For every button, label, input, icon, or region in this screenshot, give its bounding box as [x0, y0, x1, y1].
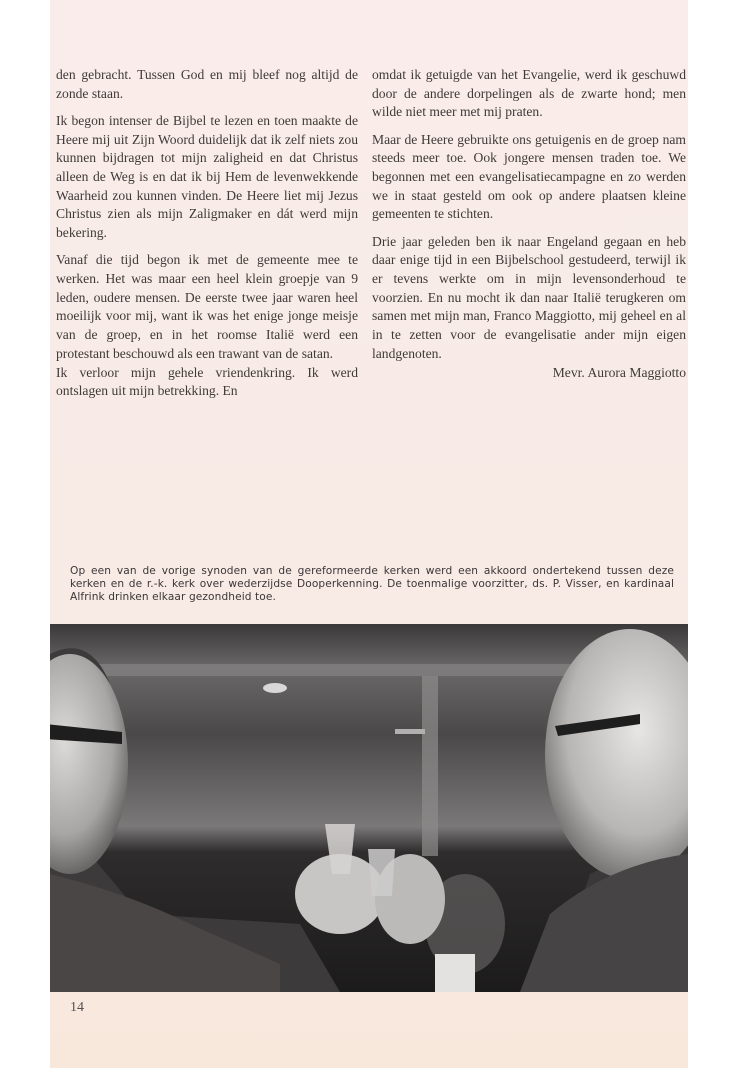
paragraph: Maar de Heere gebruikte ons getuigenis en de groep nam steeds meer toe. Ook jongere mensen traden toe. We begonnen met een evangelisatiecampagne en zo werden we in staat gesteld om ook op andere plaatsen kleine gemeenten te stichten.: [372, 131, 686, 222]
photograph-toast: [50, 624, 688, 992]
paragraph: Drie jaar geleden ben ik naar Engeland gegaan en heb daar enige tijd in een Bijbelschool gestudeerd, terwijl ik er tevens werkte om in mijn levensonderhoud te voorzien. En nu mocht ik dan naar Italië terugkeren om samen met mijn man, Franco Maggiotto, mij geheel en al in te zetten voor de evangelisatie ander mijn eigen landgenoten.: [372, 233, 686, 361]
page-number: 14: [70, 1000, 84, 1015]
article-left-column: [56, 66, 358, 409]
paragraph: Vanaf die tijd begon ik met de gemeente mee te werken. Het was maar een heel klein groepje van 9 leden, oudere mensen. De eerste twee jaar waren heel moeilijk voor mij, want ik was het enige jonge meisje van de groep, en in het roomse Italië werd een protestant beschouwd als een trawant van de satan.: [56, 252, 358, 361]
author-signature: Mevr. Aurora Maggiotto: [552, 364, 686, 380]
paragraph: omdat ik getuigde van het Evangelie, werd ik geschuwd door de andere dorpelingen als de zwarte hond; men wilde niet meer met mij praten.: [372, 67, 686, 120]
document-page: [50, 0, 688, 1068]
photo-caption: Op een van de vorige synoden van de gereformeerde kerken werd een akkoord ondertekend tussen deze kerken en de r.-k. kerk over wederzijdse Dooperkenning. De toenmalige voorzitter, ds. P. Visser, en kardinaal Alfrink drinken elkaar gezondheid toe.: [70, 565, 674, 604]
article-right-column: [372, 66, 686, 391]
paragraph: Ik begon intenser de Bijbel te lezen en toen maakte de Heere mij uit Zijn Woord duidelijk dat ik zelf niets zou kunnen bijdragen tot mijn zaligheid en dat Christus alleen de Weg is en dat ik bij Hem de levenwekkende Waarheid zou kunnen vinden. De Heere liet mij Jezus Christus zien als mijn Zaligmaker en dát werd mijn bekering.: [56, 112, 358, 241]
paragraph: den gebracht. Tussen God en mij bleef nog altijd de zonde staan.: [56, 67, 358, 101]
paragraph: Ik verloor mijn gehele vriendenkring. Ik werd ontslagen uit mijn betrekking. En: [56, 364, 358, 399]
